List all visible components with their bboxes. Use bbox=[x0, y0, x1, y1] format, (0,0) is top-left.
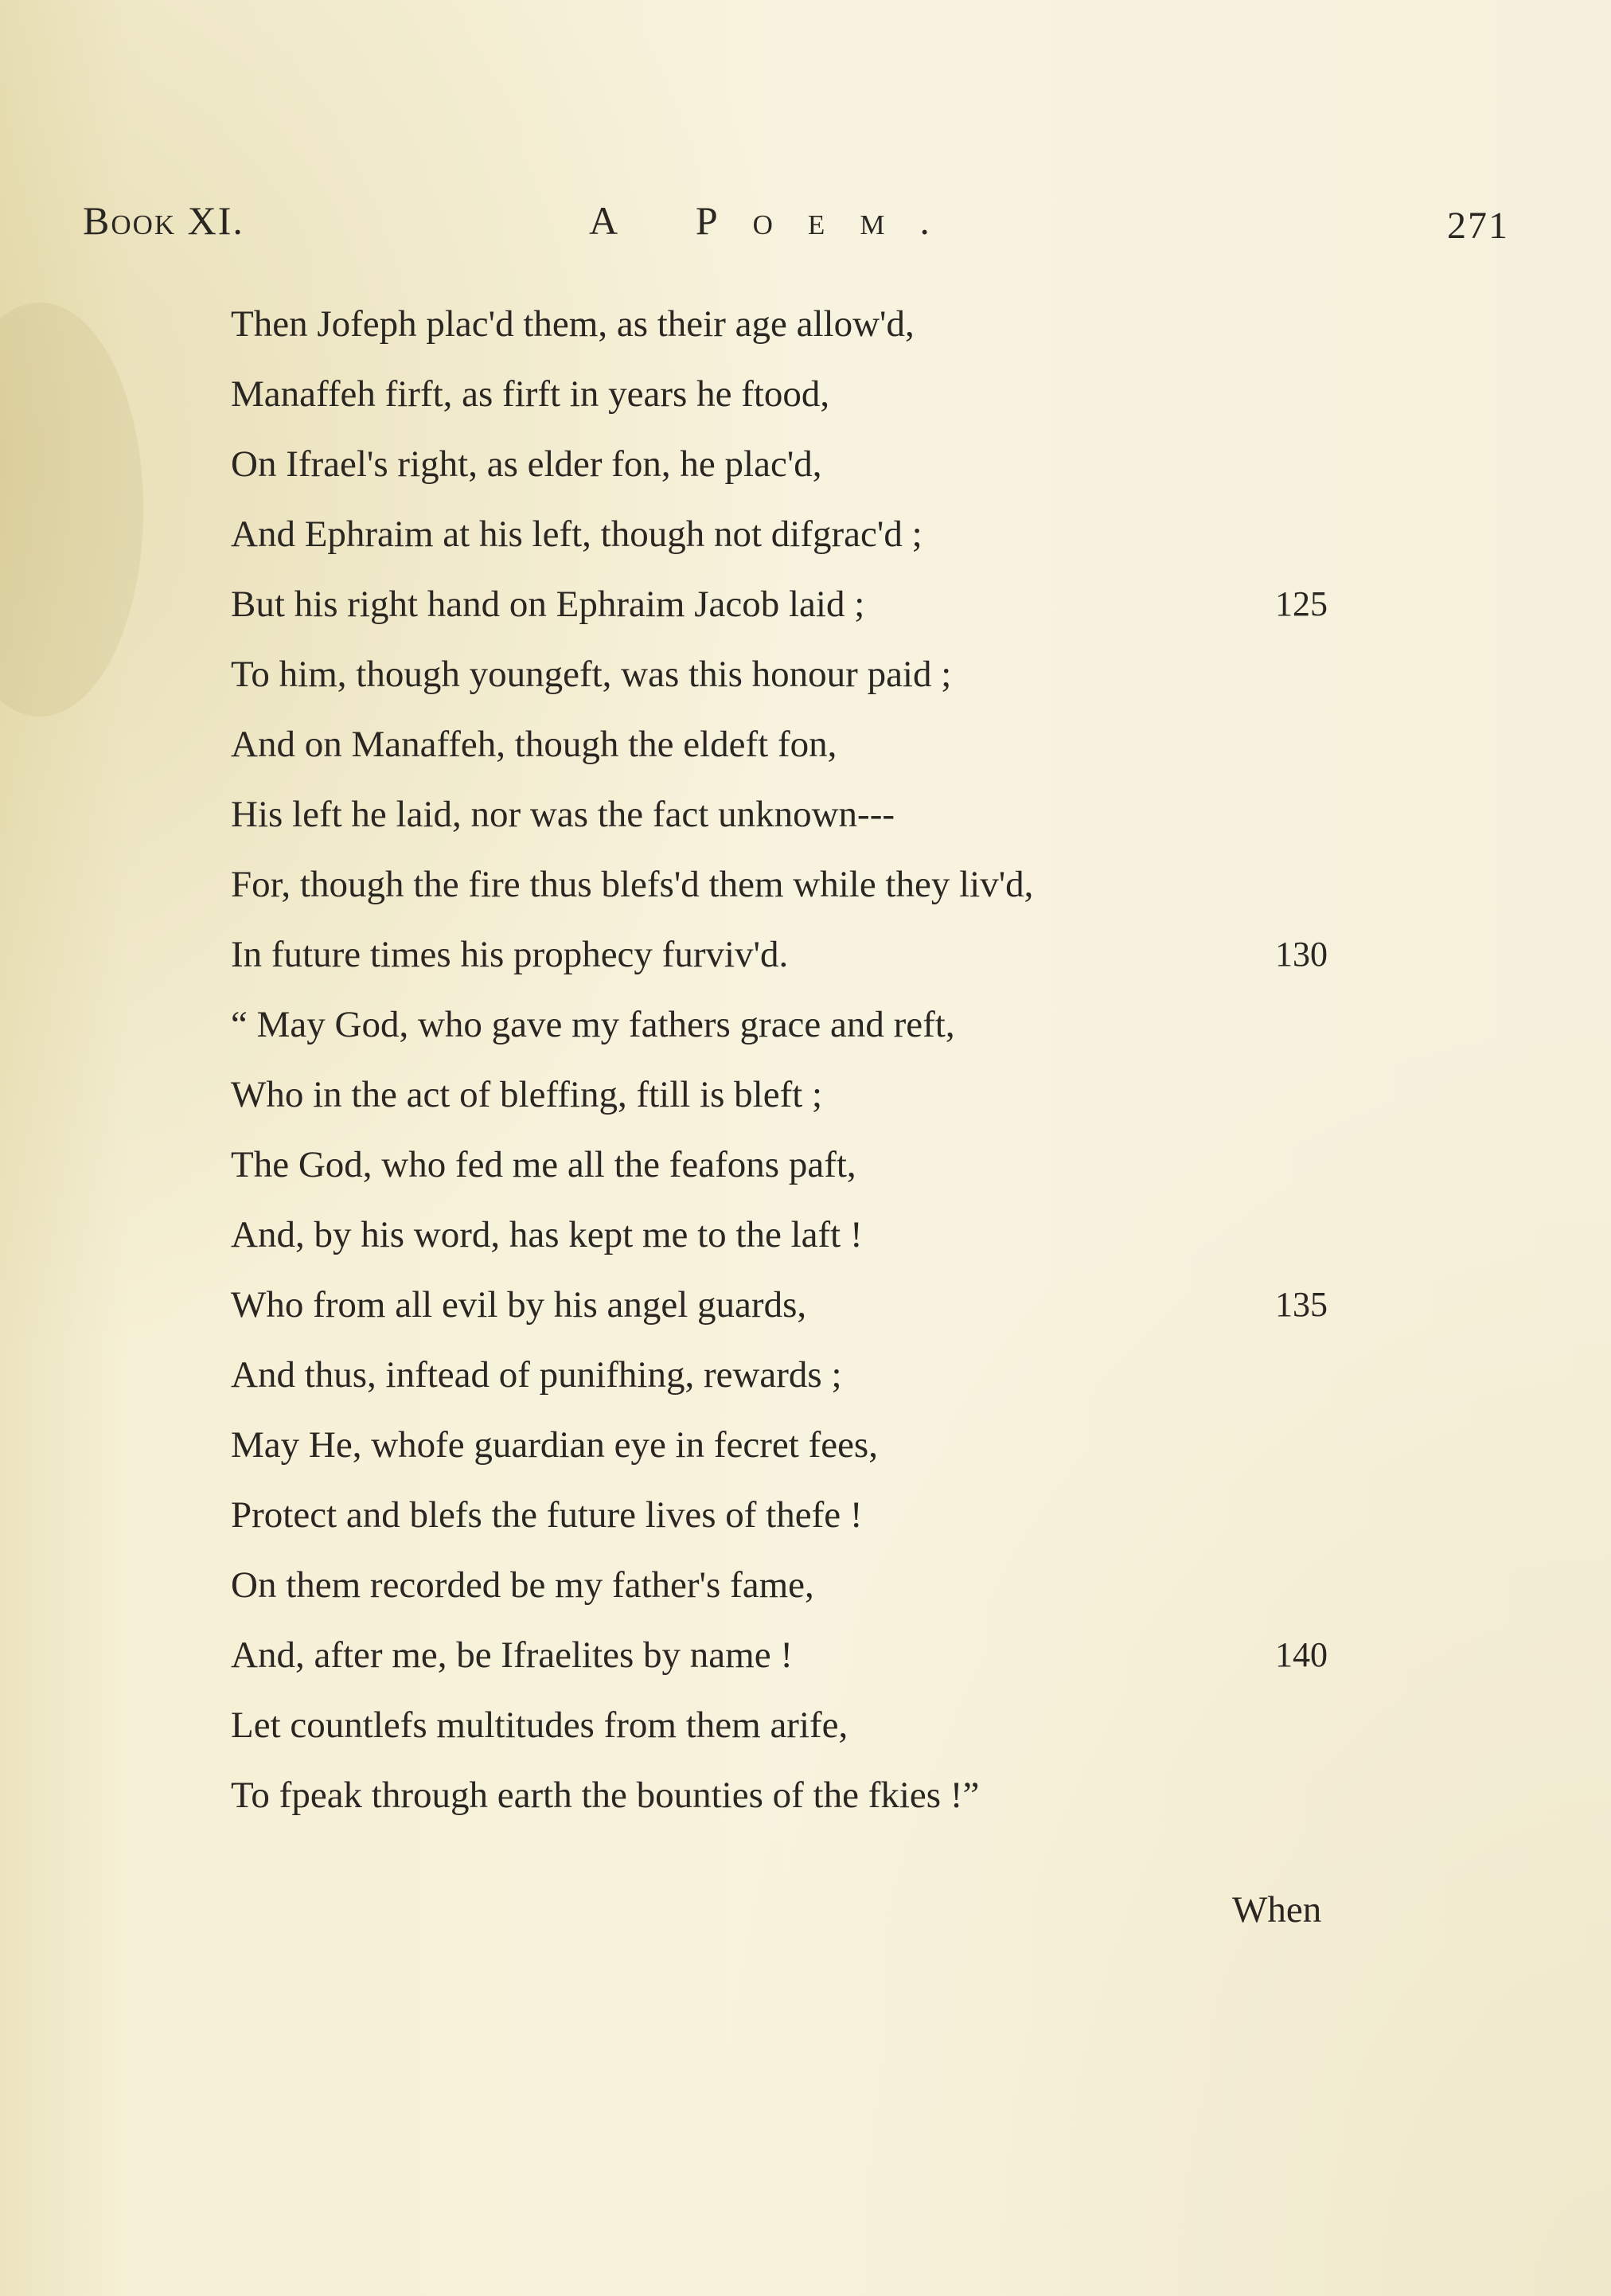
verse-line: And on Manaffeh, though the eldeft fon, bbox=[231, 724, 837, 765]
verse-line: To him, though youngeft, was this honour paid ; bbox=[231, 654, 952, 695]
verse-line: Then Jofeph plac'd them, as their age allow'd, bbox=[231, 303, 915, 345]
verse-line: Who from all evil by his angel guards, bbox=[231, 1284, 807, 1326]
verse-line: Let countlefs multitudes from them arife, bbox=[231, 1704, 848, 1746]
verse-line: Protect and blefs the future lives of thefe ! bbox=[231, 1494, 863, 1536]
verse-line: Who in the act of bleffing, ftill is bleft ; bbox=[231, 1074, 823, 1115]
verse-line: May He, whofe guardian eye in fecret fees, bbox=[231, 1424, 878, 1466]
verse-line: In future times his prophecy furviv'd. bbox=[231, 934, 789, 975]
running-header bbox=[0, 197, 1611, 253]
verse-line: To fpeak through earth the bounties of the fkies !” bbox=[231, 1775, 980, 1816]
verse-line: On them recorded be my father's fame, bbox=[231, 1564, 814, 1606]
book-number: Book XI. bbox=[83, 198, 244, 243]
verse-line: But his right hand on Ephraim Jacob laid ; bbox=[231, 584, 865, 625]
verse-line: On Ifrael's right, as elder fon, he plac'd, bbox=[231, 443, 822, 485]
verse-line: “ May God, who gave my fathers grace and reft, bbox=[231, 1004, 955, 1045]
page-number: 271 bbox=[1447, 205, 1509, 247]
verse-line: And Ephraim at his left, though not difgrac'd ; bbox=[231, 513, 923, 555]
verse-line: For, though the fire thus blefs'd them while they liv'd, bbox=[231, 864, 1034, 905]
running-title: A Poem. bbox=[589, 198, 965, 243]
line-number: 135 bbox=[1275, 1285, 1328, 1324]
verse-line: His left he laid, nor was the fact unknown--- bbox=[231, 794, 895, 835]
verse-line: And, after me, be Ifraelites by name ! bbox=[231, 1634, 793, 1676]
line-number: 130 bbox=[1275, 935, 1328, 974]
verse-line: Manaffeh firft, as firft in years he ftood, bbox=[231, 373, 830, 415]
line-number: 125 bbox=[1275, 584, 1328, 623]
paper-stain bbox=[0, 303, 143, 717]
verse-line: The God, who fed me all the feafons paft, bbox=[231, 1144, 856, 1185]
catchword: When bbox=[1232, 1889, 1322, 1931]
verse-line: And thus, inftead of punifhing, rewards ; bbox=[231, 1354, 842, 1396]
line-number: 140 bbox=[1275, 1635, 1328, 1674]
verse-line: And, by his word, has kept me to the laft ! bbox=[231, 1214, 863, 1255]
